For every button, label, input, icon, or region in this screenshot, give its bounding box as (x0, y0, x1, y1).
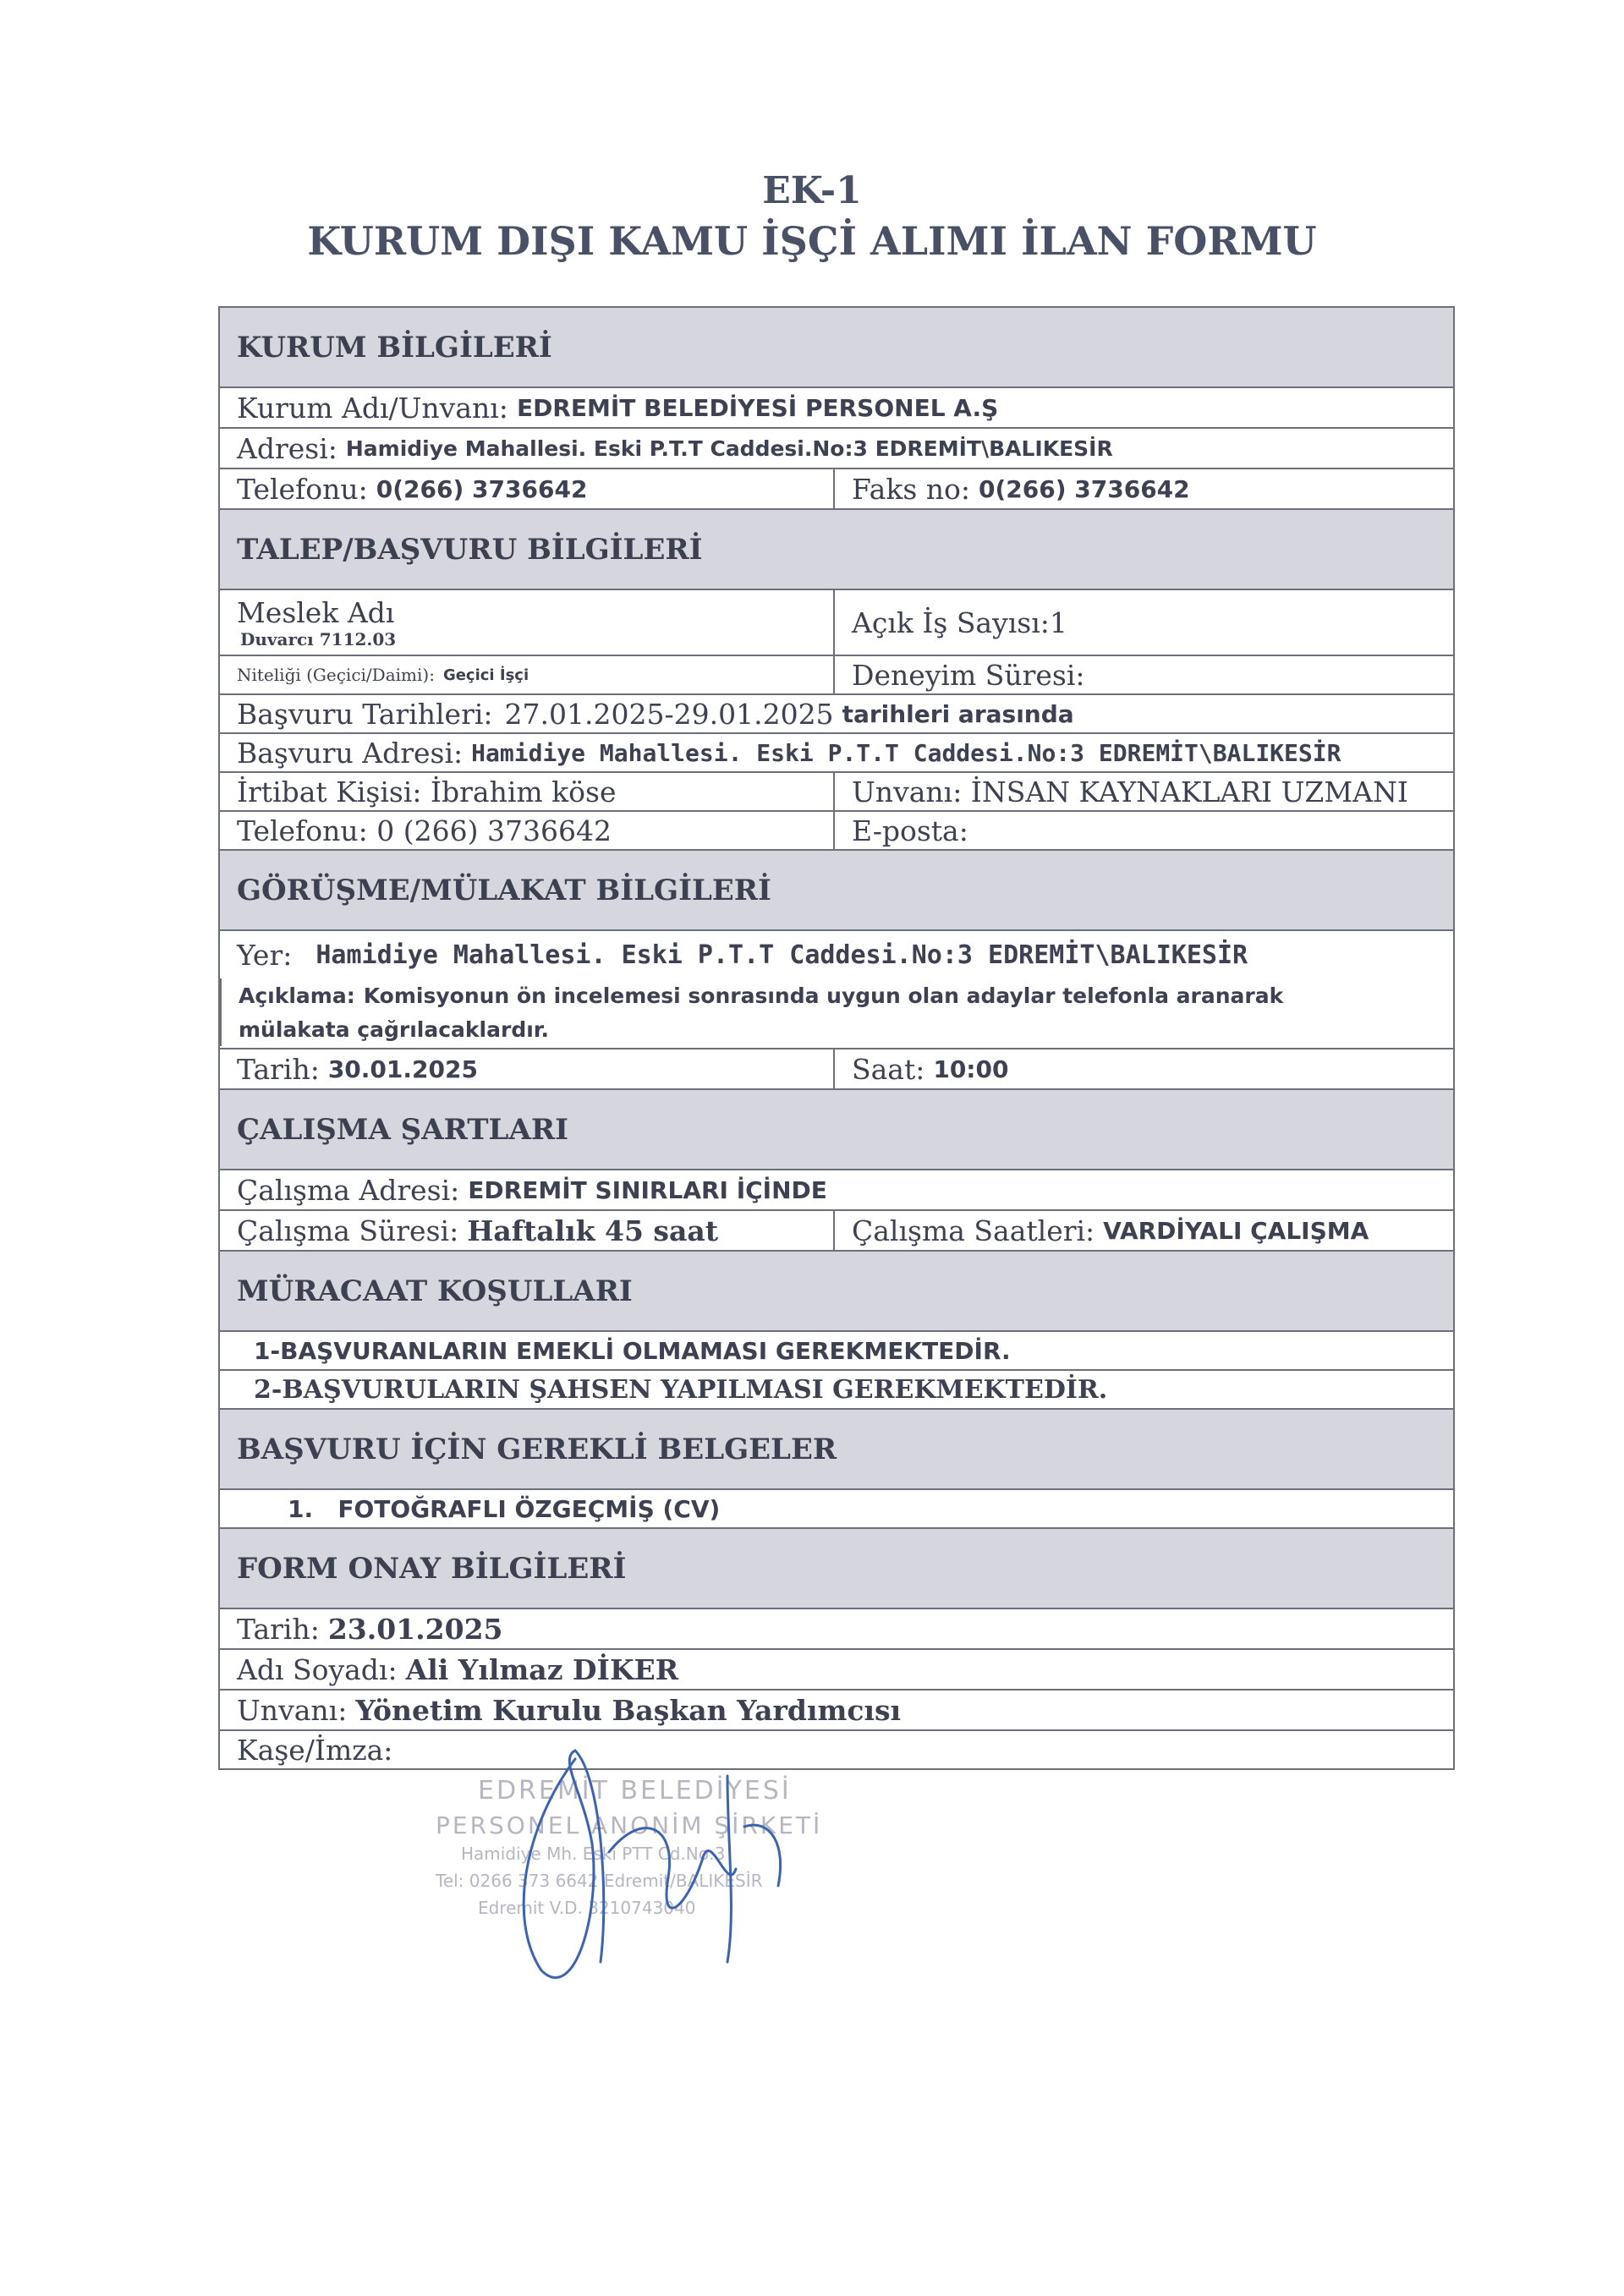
row-kurum-name (218, 386, 1455, 427)
section-calisma: ÇALIŞMA ŞARTLARI (218, 1088, 1455, 1169)
kurum-address-value: Hamidiye Mahallesi. Eski P.T.T Caddesi.No:3 EDREMİT\BALIKESİR (345, 436, 1113, 461)
aciklama-value: Komisyonun ön incelemesi sonrasında uygun olan adaylar telefonla aranarak (363, 983, 1284, 1008)
row-onay-unvan (218, 1689, 1455, 1729)
irtibat-telefon-label: Telefonu: 0 (266) 3736642 (237, 814, 612, 847)
gorusme-tarih-label: Tarih: (237, 1052, 320, 1086)
calisma-adres-value: EDREMİT SINIRLARI İÇİNDE (468, 1175, 827, 1204)
section-gorusme: GÖRÜŞME/MÜLAKAT BİLGİLERİ (218, 849, 1455, 929)
muracaat-item (218, 1369, 1455, 1408)
stamp-line-1: EDREMİT BELEDİYESİ (478, 1776, 792, 1806)
kurum-phone-label: Telefonu: (237, 472, 368, 506)
calisma-sure-label: Çalışma Süresi: (237, 1214, 459, 1247)
kurum-address-label: Adresi: (237, 431, 337, 465)
calisma-saat-value: VARDİYALI ÇALIŞMA (1103, 1216, 1369, 1245)
onay-kase-label: Kaşe/İmza: (237, 1733, 393, 1767)
basvuru-tarih-label: Başvuru Tarihleri: (237, 697, 493, 731)
basvuru-tarih-value: 27.01.2025-29.01.2025 (504, 697, 834, 731)
section-onay: FORM ONAY BİLGİLERİ (218, 1527, 1455, 1608)
kurum-name-value: EDREMİT BELEDİYESİ PERSONEL A.Ş (516, 393, 999, 422)
basvuru-adres-value: Hamidiye Mahallesi. Eski P.T.T Caddesi.No:3 EDREMİT\BALIKESİR (471, 738, 1341, 767)
onay-ad-value: Ali Yılmaz DİKER (405, 1652, 679, 1686)
irtibat-unvan-label: Unvanı: İNSAN KAYNAKLARI UZMANI (852, 775, 1408, 808)
application-form (218, 306, 1455, 1770)
stamp-line-3: Hamidiye Mh. Eski PTT Cd.No:3 (461, 1844, 726, 1864)
aciklama-value-2: mülakata çağrılacaklardır. (239, 1016, 550, 1042)
calisma-adres-label: Çalışma Adresi: (237, 1173, 460, 1207)
acik-is-label: Açık İş Sayısı:1 (852, 606, 1067, 639)
onay-tarih-value: 23.01.2025 (327, 1612, 503, 1646)
kurum-fax-label: Faks no: (852, 472, 970, 506)
yer-label: Yer: (237, 938, 293, 972)
nitelik-label: Niteliği (Geçici/Daimi): (237, 665, 435, 685)
basvuru-tarih-suffix: tarihleri arasında (842, 699, 1074, 728)
saat-value: 10:00 (933, 1055, 1009, 1083)
row-kurum-phone (218, 468, 1455, 508)
signature-mark (474, 1725, 829, 1996)
saat-label: Saat: (852, 1052, 925, 1086)
row-basvuru-tarih (218, 693, 1455, 732)
row-calisma-adres (218, 1169, 1455, 1209)
row-meslek (218, 589, 1455, 655)
section-muracaat: MÜRACAAT KOŞULLARI (218, 1250, 1455, 1330)
kurum-phone-value: 0(266) 3736642 (376, 474, 588, 503)
row-basvuru-adres (218, 732, 1455, 771)
gorusme-tarih-value: 30.01.2025 (327, 1055, 478, 1083)
belge-item (218, 1488, 1455, 1527)
deneyim-label: Deneyim Süresi: (852, 658, 1085, 692)
irtibat-label: İrtibat Kişisi: İbrahim köse (237, 775, 617, 808)
meslek-value: Duvarcı 7112.03 (240, 628, 397, 649)
stamp-line-2: PERSONEL ANONİM ŞİRKETİ (436, 1811, 823, 1839)
section-kurum: KURUM BİLGİLERİ (218, 306, 1455, 386)
belge-item-1: 1. FOTOĞRAFLI ÖZGEÇMİŞ (CV) (288, 1494, 721, 1523)
muracaat-item (218, 1330, 1455, 1369)
aciklama-label: Açıklama: (239, 983, 355, 1008)
kurum-fax-value: 0(266) 3736642 (979, 474, 1190, 503)
onay-tarih-label: Tarih: (237, 1612, 320, 1646)
row-kurum-address (218, 427, 1455, 468)
eposta-label: E-posta: (852, 814, 968, 847)
stamp-line-5: Edremit V.D. 3210743040 (478, 1898, 696, 1918)
form-title: KURUM DIŞI KAMU İŞÇİ ALIMI İLAN FORMU (307, 218, 1317, 264)
row-irtibat (218, 771, 1455, 810)
onay-unvan-value: Yönetim Kurulu Başkan Yardımcısı (355, 1693, 902, 1727)
nitelik-value: Geçici İşçi (442, 666, 529, 684)
row-calisma-sure (218, 1209, 1455, 1250)
stamp-line-4: Tel: 0266 373 6642 Edremit/BALIKESİR (436, 1871, 763, 1891)
kurum-name-label: Kurum Adı/Unvanı: (237, 391, 508, 425)
calisma-sure-value: Haftalık 45 saat (467, 1214, 719, 1247)
onay-ad-label: Adı Soyadı: (237, 1652, 398, 1686)
section-belgeler: BAŞVURU İÇİN GEREKLİ BELGELER (218, 1408, 1455, 1488)
muracaat-item-2: 2-BAŞVURULARIN ŞAHSEN YAPILMASI GEREKMEKTEDİR. (254, 1374, 1108, 1405)
row-onay-ad (218, 1648, 1455, 1689)
row-gorusme-yer (218, 929, 1455, 1048)
row-onay-tarih (218, 1608, 1455, 1648)
form-code: EK-1 (762, 169, 862, 212)
calisma-saat-label: Çalışma Saatleri: (852, 1214, 1095, 1247)
row-gorusme-tarih (218, 1048, 1455, 1088)
meslek-label: Meslek Adı (237, 595, 395, 629)
row-nitelik (218, 655, 1455, 693)
basvuru-adres-label: Başvuru Adresi: (237, 736, 464, 770)
onay-unvan-label: Unvanı: (237, 1693, 348, 1727)
row-irtibat-telefon (218, 810, 1455, 849)
section-talep: TALEP/BAŞVURU BİLGİLERİ (218, 508, 1455, 589)
yer-value: Hamidiye Mahallesi. Eski P.T.T Caddesi.No:3 EDREMİT\BALIKESİR (315, 940, 1248, 970)
muracaat-item-1: 1-BAŞVURANLARIN EMEKLİ OLMAMASI GEREKMEKTEDİR. (254, 1336, 1011, 1365)
